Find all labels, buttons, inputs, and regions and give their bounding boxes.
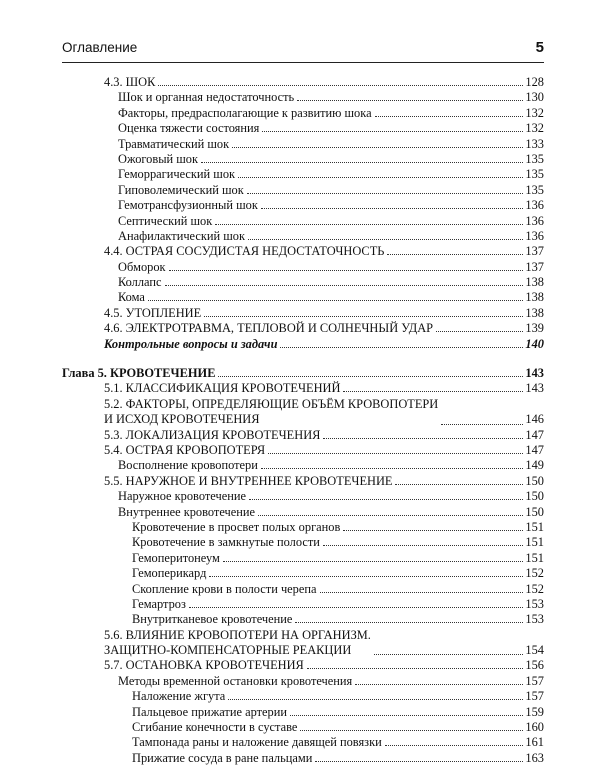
toc-entry-label: 5.5. НАРУЖНОЕ И ВНУТРЕННЕЕ КРОВОТЕЧЕНИЕ — [104, 473, 393, 488]
toc-entry-label: Пальцевое прижатие артерии — [132, 704, 287, 719]
toc-entry-page: 130 — [525, 90, 544, 105]
toc-block-chapter5 — [62, 366, 544, 766]
toc-entry-page: 146 — [525, 412, 544, 427]
toc-entry-label: Гиповолемический шок — [118, 182, 244, 197]
toc-entry-page: 128 — [525, 75, 544, 89]
toc-entry-label: Факторы, предрасполагающие к развитию шока — [118, 105, 372, 120]
dot-leader — [204, 316, 523, 317]
dot-leader — [165, 285, 524, 286]
dot-leader — [262, 131, 523, 132]
toc-entry-page: 153 — [525, 612, 544, 627]
dot-leader — [315, 761, 523, 762]
toc-entry-label: Обморок — [118, 259, 166, 274]
toc-entry-label: 4.3. ШОК — [104, 75, 156, 89]
toc-entry[interactable] — [62, 735, 544, 750]
toc-entry[interactable] — [62, 75, 544, 90]
toc-entry-page: 137 — [525, 259, 544, 274]
toc-entry[interactable] — [62, 106, 544, 121]
block-gap — [62, 352, 544, 366]
toc-entry-label-line2: И ИСХОД КРОВОТЕЧЕНИЯ — [104, 412, 260, 427]
dot-leader — [280, 347, 523, 348]
dot-leader — [395, 484, 523, 485]
toc-entry-label-line2: ЗАЩИТНО-КОМПЕНСАТОРНЫЕ РЕАКЦИИ — [104, 643, 352, 658]
toc-entry-label: Анафилактический шок — [118, 228, 245, 243]
toc-entry-label: Внутреннее кровотечение — [118, 504, 256, 519]
dot-leader — [261, 468, 524, 469]
toc-entry-label: Глава 5. КРОВОТЕЧЕНИЕ — [62, 366, 216, 381]
page-number: 5 — [535, 39, 544, 56]
toc-entry-page: 152 — [525, 581, 544, 596]
toc-entry-page: 163 — [525, 750, 544, 765]
toc-entry[interactable] — [62, 751, 544, 766]
toc-entry-page: 135 — [525, 167, 544, 182]
toc-entry[interactable] — [62, 397, 544, 428]
toc-entry[interactable] — [62, 137, 544, 152]
toc-entry-label-line1: 5.6. ВЛИЯНИЕ КРОВОПОТЕРИ НА ОРГАНИЗМ. — [104, 627, 371, 642]
toc-entry-page: 136 — [525, 228, 544, 243]
toc-entry-label: 4.4. ОСТРАЯ СОСУДИСТАЯ НЕДОСТАТОЧНОСТЬ — [104, 244, 385, 259]
toc-entry[interactable] — [62, 474, 544, 489]
dot-leader — [307, 668, 524, 669]
dot-leader — [387, 254, 523, 255]
toc-entry-label: Ожоговый шок — [118, 151, 199, 166]
toc-entry-label: Кровотечение в замкнутые полости — [132, 535, 320, 550]
toc-entry[interactable] — [62, 689, 544, 704]
toc-entry[interactable] — [62, 566, 544, 581]
toc-entry-page: 156 — [525, 658, 544, 673]
toc-entry-label: 5.7. ОСТАНОВКА КРОВОТЕЧЕНИЯ — [104, 658, 304, 673]
toc-entry[interactable] — [62, 443, 544, 458]
dot-leader — [268, 453, 523, 454]
dot-leader — [223, 561, 524, 562]
toc-entry-label: Наложение жгута — [132, 689, 226, 704]
toc-entry-page: 136 — [525, 213, 544, 228]
toc-entry[interactable] — [62, 381, 544, 396]
toc-entry-label: Контрольные вопросы и задачи — [104, 336, 278, 351]
toc-entry-label: 5.4. ОСТРАЯ КРОВОПОТЕРЯ — [104, 443, 266, 457]
toc-entry[interactable] — [62, 597, 544, 612]
table-of-contents — [62, 75, 544, 766]
dot-leader — [375, 116, 524, 117]
toc-entry-page: 160 — [525, 720, 544, 735]
toc-entry-page: 139 — [525, 321, 544, 336]
toc-entry[interactable] — [62, 121, 544, 136]
toc-entry[interactable] — [62, 458, 544, 473]
header-rule — [62, 62, 544, 63]
dot-leader — [385, 745, 524, 746]
toc-entry-page: 135 — [525, 151, 544, 166]
toc-entry-page: 149 — [525, 458, 544, 473]
dot-leader — [374, 654, 524, 655]
toc-entry-page: 157 — [525, 689, 544, 704]
toc-entry-label: Скопление крови в полости черепа — [132, 581, 317, 596]
toc-entry-page: 138 — [525, 275, 544, 290]
dot-leader — [249, 499, 523, 500]
toc-entry-label — [104, 628, 371, 659]
toc-entry-page: 147 — [525, 427, 544, 442]
toc-entry[interactable] — [62, 244, 544, 259]
dot-leader — [215, 224, 523, 225]
toc-entry-page: 157 — [525, 673, 544, 688]
dot-leader — [323, 545, 523, 546]
dot-leader — [441, 424, 523, 425]
toc-entry[interactable] — [62, 337, 544, 352]
toc-block-chapter4 — [62, 75, 544, 352]
toc-entry-page: 138 — [525, 290, 544, 305]
dot-leader — [228, 699, 523, 700]
toc-entry[interactable] — [62, 90, 544, 105]
toc-entry-label: Септический шок — [118, 213, 213, 228]
toc-entry[interactable] — [62, 628, 544, 659]
toc-entry-label-line1: 5.2. ФАКТОРЫ, ОПРЕДЕЛЯЮЩИЕ ОБЪЁМ КРОВОПОТЕРИ — [104, 396, 439, 411]
dot-leader — [232, 147, 523, 148]
toc-entry-label: 5.3. ЛОКАЛИЗАЦИЯ КРОВОТЕЧЕНИЯ — [104, 427, 321, 442]
toc-entry-label: Кровотечение в просвет полых органов — [132, 519, 341, 534]
dot-leader — [297, 100, 523, 101]
toc-entry[interactable] — [62, 489, 544, 504]
dot-leader — [343, 391, 523, 392]
toc-entry-label: Сгибание конечности в суставе — [132, 720, 298, 735]
toc-entry-label: Гемартроз — [132, 596, 186, 611]
dot-leader — [201, 162, 523, 163]
toc-entry-page: 154 — [525, 643, 544, 658]
toc-entry[interactable] — [62, 612, 544, 627]
toc-entry-label: Методы временной остановки кровотечения — [118, 673, 353, 688]
toc-entry-page: 151 — [525, 535, 544, 550]
toc-entry-page: 132 — [525, 121, 544, 136]
toc-entry-label: Гемоперитонеум — [132, 550, 220, 565]
toc-entry-page: 150 — [525, 489, 544, 504]
toc-entry-label: Восполнение кровопотери — [118, 458, 258, 473]
toc-entry-label: 5.1. КЛАССИФИКАЦИЯ КРОВОТЕЧЕНИЙ — [104, 381, 341, 396]
toc-entry[interactable] — [62, 705, 544, 720]
toc-entry-label: Шок и органная недостаточность — [118, 90, 295, 105]
toc-entry-label: Гемотрансфузионный шок — [118, 198, 258, 213]
toc-entry-page: 138 — [525, 305, 544, 320]
dot-leader — [436, 331, 523, 332]
dot-leader — [209, 576, 523, 577]
toc-entry-page: 133 — [525, 136, 544, 151]
toc-entry-page: 137 — [525, 244, 544, 259]
toc-entry-page: 153 — [525, 596, 544, 611]
toc-entry-label — [104, 397, 438, 428]
toc-entry-page: 150 — [525, 473, 544, 488]
section-title: Оглавление — [62, 40, 138, 55]
toc-entry-page: 152 — [525, 566, 544, 581]
dot-leader — [355, 684, 523, 685]
toc-entry[interactable] — [62, 321, 544, 336]
toc-entry[interactable] — [62, 674, 544, 689]
toc-entry-label: Геморрагический шок — [118, 167, 236, 182]
dot-leader — [189, 607, 524, 608]
toc-entry-page: 132 — [525, 105, 544, 120]
dot-leader — [247, 193, 524, 194]
toc-entry[interactable] — [62, 520, 544, 535]
toc-entry-page: 159 — [525, 704, 544, 719]
dot-leader — [258, 515, 523, 516]
dot-leader — [218, 376, 523, 377]
toc-entry[interactable] — [62, 290, 544, 305]
dot-leader — [248, 239, 523, 240]
toc-entry-page: 143 — [525, 366, 544, 381]
toc-entry-label: Травматический шок — [118, 136, 230, 151]
dot-leader — [343, 530, 523, 531]
dot-leader — [300, 730, 523, 731]
toc-entry-label: Наружное кровотечение — [118, 489, 246, 504]
toc-entry[interactable] — [62, 152, 544, 167]
toc-entry-label: Оценка тяжести состояния — [118, 121, 260, 136]
dot-leader — [320, 592, 524, 593]
toc-entry[interactable] — [62, 535, 544, 550]
toc-entry-page: 150 — [525, 504, 544, 519]
dot-leader — [158, 85, 523, 86]
toc-entry[interactable] — [62, 275, 544, 290]
toc-entry[interactable] — [62, 229, 544, 244]
toc-entry-page: 147 — [525, 443, 544, 457]
toc-entry[interactable] — [62, 658, 544, 673]
toc-entry[interactable] — [62, 214, 544, 229]
toc-entry-label: 4.6. ЭЛЕКТРОТРАВМА, ТЕПЛОВОЙ И СОЛНЕЧНЫЙ УДАР — [104, 321, 434, 336]
toc-entry[interactable] — [62, 551, 544, 566]
toc-entry-label: Тампонада раны и наложение давящей повязки — [132, 735, 382, 750]
toc-entry[interactable] — [62, 582, 544, 597]
toc-entry-label: Гемоперикард — [132, 566, 207, 581]
toc-entry-page: 161 — [525, 735, 544, 750]
toc-entry[interactable] — [62, 198, 544, 213]
dot-leader — [148, 300, 524, 301]
toc-entry[interactable] — [62, 366, 544, 381]
dot-leader — [295, 622, 523, 623]
toc-entry-label: Кома — [118, 290, 145, 305]
dot-leader — [261, 208, 524, 209]
toc-entry[interactable] — [62, 167, 544, 182]
toc-entry-page: 143 — [525, 381, 544, 396]
toc-entry-page: 135 — [525, 182, 544, 197]
toc-entry-page: 136 — [525, 198, 544, 213]
toc-entry[interactable] — [62, 505, 544, 520]
toc-entry-label: Внутритканевое кровотечение — [132, 612, 293, 627]
dot-leader — [290, 715, 523, 716]
dot-leader — [169, 270, 524, 271]
toc-entry[interactable] — [62, 260, 544, 275]
toc-entry-page: 151 — [525, 519, 544, 534]
toc-entry[interactable] — [62, 428, 544, 443]
dot-leader — [238, 177, 523, 178]
toc-entry-page: 140 — [525, 336, 544, 351]
toc-entry-label: 4.5. УТОПЛЕНИЕ — [104, 305, 202, 320]
dot-leader — [323, 438, 523, 439]
toc-entry-label: Прижатие сосуда в ране пальцами — [132, 750, 313, 765]
toc-entry-page: 151 — [525, 550, 544, 565]
toc-entry-label: Коллапс — [118, 275, 162, 290]
toc-entry[interactable] — [62, 720, 544, 735]
toc-entry[interactable] — [62, 183, 544, 198]
toc-entry[interactable] — [62, 306, 544, 321]
